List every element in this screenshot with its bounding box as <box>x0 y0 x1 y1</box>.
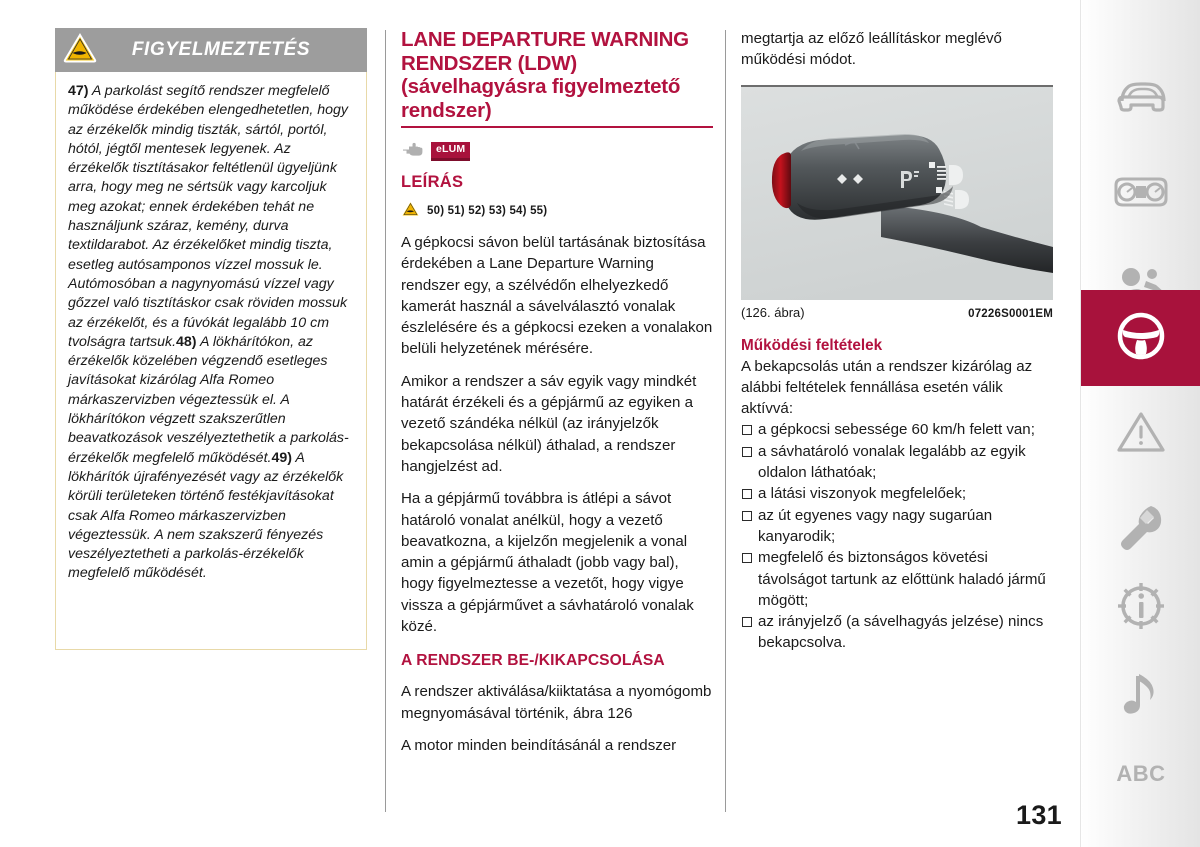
figure-block <box>741 85 1053 320</box>
page-title: LANE DEPARTURE WARNING RENDSZER (LDW) (sávelhagyásra figyelmeztető rendszer) <box>401 28 713 128</box>
list-item: a látási viszonyok megfelelőek; <box>741 483 1053 504</box>
pointing-hand-icon <box>401 141 427 162</box>
warning-item-number: 47) <box>68 83 89 99</box>
figure-caption-row <box>741 305 1053 320</box>
warning-box-title: FIGYELMEZTETÉS <box>131 39 311 60</box>
list-item: a sávhatároló vonalak legalább az egyik oldalon láthatóak; <box>741 441 1053 484</box>
list-item: az irányjelző (a sávelhagyás jelzése) nincs bekapcsolva. <box>741 611 1053 654</box>
conditions-list <box>741 419 1053 653</box>
column-divider <box>725 30 726 812</box>
warning-triangle-icon <box>63 33 97 68</box>
warning-item-text: A lökhárítókon, az érzékelők közelében végzendő esetleges javításokat kizárólag Alfa Romeo márkaszervizben végeztessük el. A lökhárítókon végzett szakszerűtlen beavatkozások veszélyeztethetik a parkolás-érzékelők megfelelő működését. <box>68 333 349 466</box>
warning-triangle-icon <box>401 200 420 222</box>
list-item: az út egyenes vagy nagy sugarúan kanyarodik; <box>741 505 1053 548</box>
section-heading-toggle: A RENDSZER BE-/KIKAPCSOLÁSA <box>401 652 665 670</box>
body-paragraph: A bekapcsolás után a rendszer kizárólag az alábbi feltételek fennállása esetén válik aktívvá: <box>741 357 1033 418</box>
sidebar-item-driving[interactable] <box>1081 290 1200 386</box>
warning-triangle-icon <box>1115 409 1167 460</box>
column-divider <box>385 30 386 812</box>
music-note-icon <box>1121 670 1161 723</box>
middle-column <box>401 28 713 818</box>
section-heading-description: LEÍRÁS <box>401 173 464 191</box>
left-column <box>55 28 367 818</box>
warning-references <box>401 201 713 221</box>
body-paragraph: Ha a gépjármű továbbra is átlépi a sávot határoló vonalat anélkül, hogy a vezető beavatkozna, a kijelzőn megjelenik a vonal amin a gépjármű áthaladt (jobb vagy bal), hogy figyelmeztesse a vezetőt, hogy vigye vissza a gépjárművet a sávhatároló vonalak közé. <box>401 490 694 636</box>
warning-item-text: A parkolást segítő rendszer megfelelő működése érdekében elengedhetetlen, hogy az érzékelők mindig tiszták, sártól, portól, hótól, jégtől mentesek legyenek. Az érzékelők tisztításakor feltétlenül ügyeljünk arra, hogy meg ne sértsük vagy karcoljuk meg azokat; ennek érdekében tehát ne használjunk száraz, kemény, durva textildarabot. Az érzékelőket mindig tiszta, esetleg autósamponos vízzel mossuk le. Autómosóban a nagynyomású vízzel vagy gőzzel való tisztításkor csak röviden mossuk az érzékelőt, és a fúvókát legalább 10 cm tvolságra tartsuk. <box>68 83 349 350</box>
elum-badge[interactable]: eLUM <box>431 142 470 161</box>
right-column <box>741 28 1053 818</box>
warning-box-header <box>55 28 367 72</box>
page-number: 131 <box>1016 800 1062 830</box>
page-columns <box>55 28 1060 818</box>
body-paragraph: A rendszer aktiválása/kiiktatása a nyomógomb megnyomásával történik, ábra 126 <box>401 683 712 722</box>
body-paragraph: A motor minden beindításánál a rendszer <box>401 736 677 754</box>
sidebar-item-warnings[interactable] <box>1081 386 1200 482</box>
sidebar-item-index[interactable] <box>1081 726 1200 822</box>
abc-index-icon: ABC <box>1116 761 1166 786</box>
sidebar-item-technical-info[interactable] <box>1081 560 1200 656</box>
car-front-icon <box>1113 77 1169 120</box>
warning-item-text: A lökhárítók újrafényezését vagy az érzékelők körüli területeken történő festékjavításokat csak Alfa Romeo márkaszervizben végeztessük. A nem szakszerű fényezés veszélyeztetheti a parkolás-érzékelők megfelelő működését. <box>68 449 344 582</box>
body-paragraph: megtartja az előző leállításkor meglévő működési módot. <box>741 30 1002 69</box>
elum-reference <box>401 140 713 162</box>
chapter-sidebar <box>1080 0 1200 847</box>
figure-caption: (126. ábra) <box>741 304 805 320</box>
dashboard-gauges-icon <box>1112 175 1170 214</box>
reference-numbers: 50) 51) 52) 53) 54) 55) <box>427 205 548 217</box>
wrench-icon <box>1118 504 1164 557</box>
sidebar-item-dashboard[interactable] <box>1081 146 1200 242</box>
warning-item-number: 49) <box>271 449 292 466</box>
section-heading-conditions: Működési feltételek <box>741 336 883 354</box>
warning-box-body <box>55 72 367 650</box>
figure-code: 07226S0001EM <box>968 307 1053 320</box>
body-paragraph: A gépkocsi sávon belül tartásának biztosítása érdekében a Lane Departure Warning rendszer egy, a szélvédőn elhelyezkedő kamerát használ a sávelválasztó vonalak észlelésére és a gépkocsi ezeken a vonalakon belüli helyzetének mérésére. <box>401 234 713 358</box>
steering-wheel-icon <box>1115 310 1167 367</box>
warning-item-number: 48) <box>176 333 197 350</box>
warning-item <box>68 82 354 584</box>
body-paragraph: Amikor a rendszer a sáv egyik vagy mindkét határát érzékeli és a gépjármű az egyiken a vezető szándéka nélkül (az irányjelzők bekapcsolása nélkül) áthalad, a rendszer hangjelzést ad. <box>401 372 697 475</box>
sidebar-item-car[interactable] <box>1081 50 1200 146</box>
gear-info-icon <box>1115 580 1167 637</box>
list-item: a gépkocsi sebessége 60 km/h felett van; <box>741 419 1053 440</box>
light-stalk-photo <box>741 85 1053 300</box>
list-item: megfelelő és biztonságos követési távolságot tartunk az előttünk haladó jármű mögött; <box>741 547 1053 611</box>
